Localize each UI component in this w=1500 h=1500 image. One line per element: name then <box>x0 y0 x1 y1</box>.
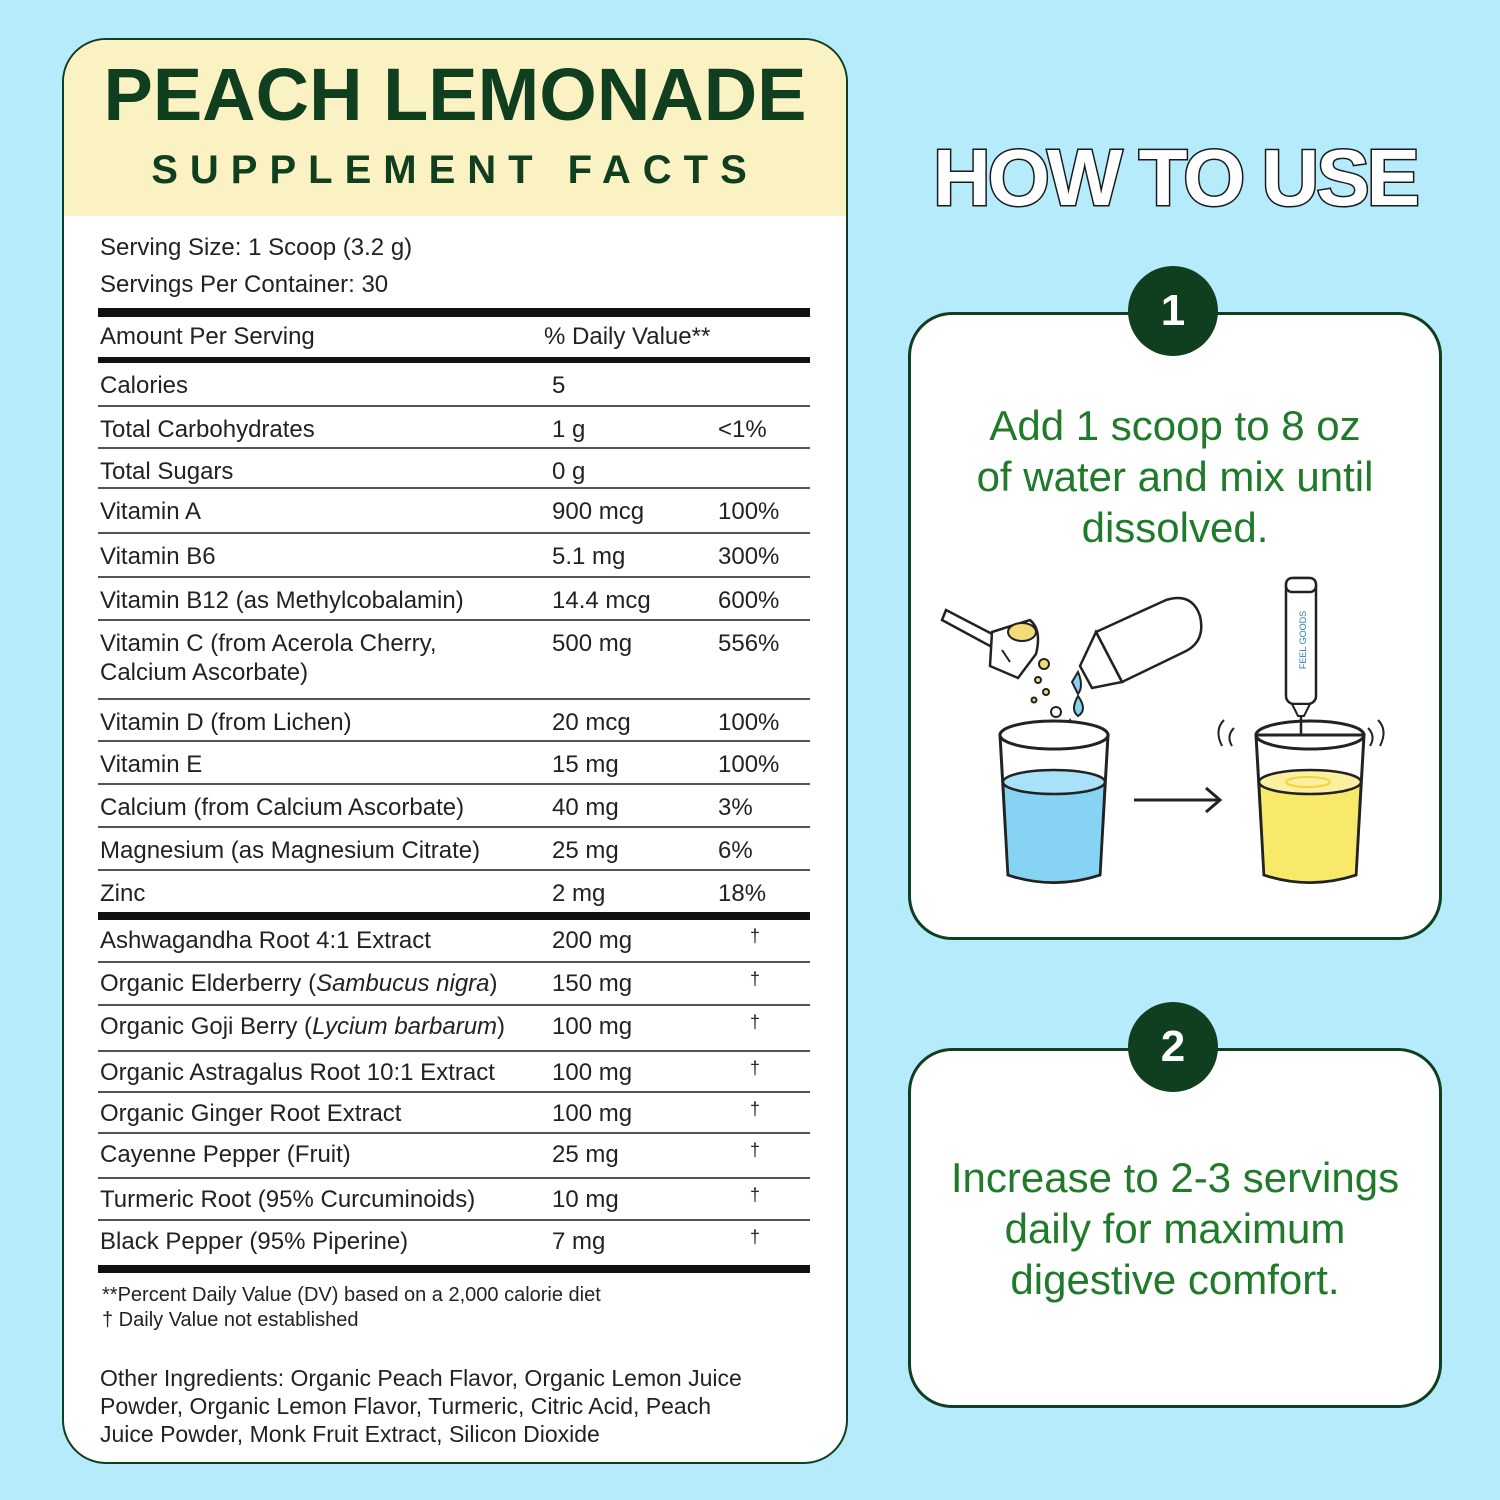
nutrient-name: Total Sugars <box>100 458 234 485</box>
calories-value: 5 <box>552 372 566 399</box>
ingredient-amount: 25 mg <box>552 1141 619 1168</box>
nutrient-amount: 2 mg <box>552 880 606 907</box>
nutrient-daily-value: 18% <box>718 880 767 907</box>
ingredient-name <box>100 1227 408 1256</box>
calories-label: Calories <box>100 372 189 399</box>
table-row <box>98 1093 810 1134</box>
thick-rule <box>98 912 810 920</box>
table-row <box>98 963 810 1006</box>
nutrient-amount: 25 mg <box>552 837 619 864</box>
ingredient-name-text: Black Pepper (95% Piperine) <box>100 1228 409 1255</box>
table-row <box>98 534 810 578</box>
step-text-2 <box>936 1152 1414 1305</box>
nutrient-name: Calcium (from Calcium Ascorbate) <box>100 794 465 821</box>
nutrient-amount: 15 mg <box>552 751 619 778</box>
step-text-line: dissolved. <box>1081 504 1269 551</box>
nutrient-name: Vitamin B6 <box>100 543 216 570</box>
table-row <box>98 489 810 534</box>
ingredient-name <box>100 1185 475 1214</box>
table-row <box>98 407 810 449</box>
nutrient-daily-value: 100% <box>718 751 780 778</box>
nutrient-daily-value: 300% <box>718 543 780 570</box>
step-text-line: Increase to 2-3 servings <box>950 1154 1400 1201</box>
glass-lemonade-icon <box>1256 721 1364 883</box>
ingredient-daily-value: † <box>750 926 761 946</box>
table-row <box>98 1179 810 1221</box>
step-text-line: of water and mix until <box>976 453 1374 500</box>
ingredient-amount: 7 mg <box>552 1228 606 1255</box>
facts-subtitle: SUPPLEMENT FACTS <box>151 148 759 192</box>
nutrient-amount: 1 g <box>552 416 586 443</box>
ingredient-name <box>100 926 431 955</box>
ingredient-name-text: Ashwagandha Root 4:1 Extract <box>100 927 431 954</box>
ingredient-name <box>100 1099 401 1128</box>
nutrient-amount: 14.4 mcg <box>552 587 651 614</box>
nutrient-name-line2: Calcium Ascorbate) <box>100 659 309 686</box>
table-row <box>98 621 810 700</box>
step-number-1: 1 <box>1128 266 1218 356</box>
step-text-1 <box>936 400 1414 553</box>
table-row <box>98 828 810 871</box>
table-row <box>98 742 810 785</box>
nutrient-amount: 500 mg <box>552 630 633 657</box>
table-row <box>98 1052 810 1093</box>
product-title: PEACH LEMONADE <box>103 53 807 136</box>
table-row <box>98 700 810 742</box>
footnote-dv: **Percent Daily Value (DV) based on a 2,000 calorie diet <box>102 1284 601 1306</box>
ingredient-name-text: Organic Astragalus Root 10:1 Extract <box>100 1059 495 1086</box>
table-row <box>98 1006 810 1052</box>
scoop-icon <box>942 610 1061 717</box>
nutrient-name: Vitamin B12 (as Methylcobalamin) <box>100 587 464 614</box>
nutrient-name: Total Carbohydrates <box>100 416 315 443</box>
nutrient-daily-value: 100% <box>718 709 780 736</box>
ingredient-daily-value: † <box>750 1099 761 1119</box>
table-row <box>98 785 810 828</box>
ingredient-name <box>100 1058 495 1087</box>
ingredient-amount: 100 mg <box>552 1013 633 1040</box>
ingredient-name-text: Organic Goji Berry ( <box>100 1013 313 1040</box>
step-text-line: daily for maximum <box>1004 1205 1346 1252</box>
ingredient-name <box>100 969 498 998</box>
step-number-2: 2 <box>1128 1002 1218 1092</box>
nutrient-name: Vitamin C (from Acerola Cherry, <box>100 630 437 657</box>
ingredient-amount: 150 mg <box>552 970 633 997</box>
ingredient-latin-name: Sambucus nigra <box>316 970 490 997</box>
table-row <box>98 871 810 912</box>
thick-rule <box>98 308 810 317</box>
how-to-use-title: HOW TO USE <box>932 133 1418 222</box>
water-bottle-icon <box>1066 598 1201 740</box>
ingredient-daily-value: † <box>750 1012 761 1032</box>
nutrient-daily-value: 600% <box>718 587 780 614</box>
nutrient-name: Vitamin A <box>100 498 201 525</box>
ingredient-name-text: Cayenne Pepper (Fruit) <box>100 1141 351 1168</box>
arrow-right-icon <box>1134 788 1220 812</box>
table-row <box>98 449 810 489</box>
facts-header <box>64 40 846 216</box>
header-dv: % Daily Value** <box>544 323 711 350</box>
footnote-dagger: † Daily Value not established <box>102 1309 359 1331</box>
ingredient-daily-value: † <box>750 1227 761 1247</box>
nutrient-name: Magnesium (as Magnesium Citrate) <box>100 837 481 864</box>
ingredient-name <box>100 1140 351 1169</box>
nutrient-amount: 5.1 mg <box>552 543 626 570</box>
table-row <box>98 578 810 621</box>
ingredient-daily-value: † <box>750 1058 761 1078</box>
nutrient-name: Zinc <box>100 880 146 907</box>
ingredient-name-close: ) <box>489 970 498 997</box>
ingredient-amount: 200 mg <box>552 927 633 954</box>
ingredient-amount: 10 mg <box>552 1186 619 1213</box>
nutrient-name: Vitamin E <box>100 751 203 778</box>
ingredient-name <box>100 1012 505 1041</box>
glass-water-icon <box>1000 721 1108 883</box>
nutrient-amount: 40 mg <box>552 794 619 821</box>
nutrient-daily-value: 6% <box>718 837 753 864</box>
nutrient-name: Vitamin D (from Lichen) <box>100 709 352 736</box>
nutrient-amount: 900 mcg <box>552 498 645 525</box>
step-text-line: Add 1 scoop to 8 oz <box>989 402 1361 449</box>
thick-rule <box>98 357 810 363</box>
table-row <box>98 920 810 963</box>
ingredient-name-text: Organic Elderberry ( <box>100 970 317 997</box>
ingredient-amount: 100 mg <box>552 1059 633 1086</box>
mixing-illustration <box>930 570 1410 900</box>
serving-size: Serving Size: 1 Scoop (3.2 g) <box>100 234 413 261</box>
ingredient-daily-value: † <box>750 1185 761 1205</box>
thick-rule <box>98 1265 810 1273</box>
nutrient-amount: 20 mcg <box>552 709 631 736</box>
nutrient-daily-value: 3% <box>718 794 753 821</box>
nutrient-daily-value: 556% <box>718 630 780 657</box>
other-ingredients: Other Ingredients: Organic Peach Flavor, Organic Lemon Juice Powder, Organic Lemon Flavor, Turmeric, Citric Acid, Peach Juice Powder, Monk Fruit Extract, Silicon Dioxide <box>100 1365 742 1447</box>
ingredient-name-text: Organic Ginger Root Extract <box>100 1100 402 1127</box>
table-row <box>98 367 810 407</box>
nutrient-daily-value: <1% <box>718 416 767 443</box>
step-text-line: digestive comfort. <box>1010 1256 1340 1303</box>
servings-per-container: Servings Per Container: 30 <box>100 271 389 298</box>
ingredient-name-text: Turmeric Root (95% Curcuminoids) <box>100 1186 476 1213</box>
ingredient-name-close: ) <box>497 1013 506 1040</box>
table-row <box>98 1221 810 1265</box>
header-amount: Amount Per Serving <box>100 323 315 350</box>
ingredient-daily-value: † <box>750 969 761 989</box>
ingredient-latin-name: Lycium barbarum <box>312 1013 498 1040</box>
table-row <box>98 1134 810 1179</box>
supplement-facts-panel <box>62 38 848 1464</box>
frother-brand-text: FEEL GOODS <box>1298 610 1308 670</box>
nutrient-daily-value: 100% <box>718 498 780 525</box>
ingredient-amount: 100 mg <box>552 1100 633 1127</box>
ingredient-daily-value: † <box>750 1140 761 1160</box>
facts-column-header <box>98 322 810 357</box>
nutrient-amount: 0 g <box>552 458 586 485</box>
